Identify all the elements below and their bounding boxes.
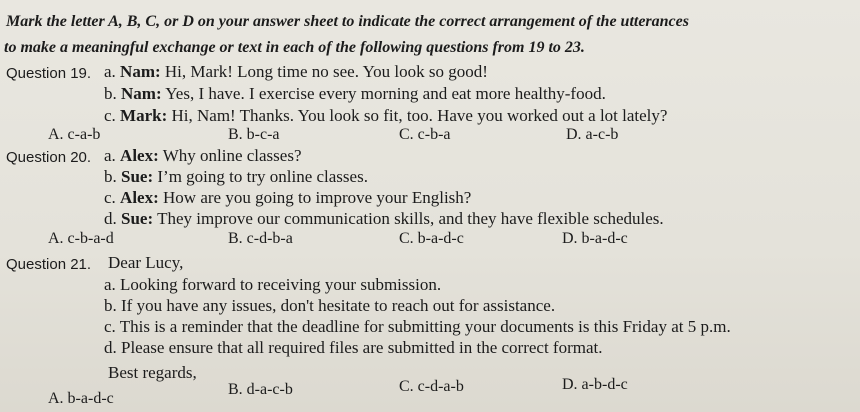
utterance-letter: b. — [104, 167, 117, 186]
utterance-text: Why online classes? — [158, 146, 302, 165]
q19-utterance-a — [104, 62, 488, 82]
question-19-label: Question 19. — [6, 65, 92, 82]
q19-option-d[interactable]: D. a-c-b — [566, 126, 619, 143]
q19-utterance-b — [104, 84, 606, 104]
q21-sentence-a: a. Looking forward to receiving your submission. — [104, 275, 442, 294]
question-20-label: Question 20. — [6, 149, 92, 166]
q21-closing: Best regards, — [108, 363, 197, 382]
utterance-text: Yes, I have. I exercise every morning and eat more healthy-food. — [161, 84, 606, 103]
q20-option-a[interactable]: A. c-b-a-d — [48, 230, 114, 247]
utterance-letter: c. — [104, 188, 116, 207]
utterance-text: They improve our communication skills, and they have flexible schedules. — [153, 209, 664, 228]
q21-option-b[interactable]: B. d-a-c-b — [228, 381, 293, 398]
utterance-letter: a. — [104, 62, 116, 81]
q21-sentence-d: d. Please ensure that all required files are submitted in the correct format. — [104, 338, 603, 357]
speaker: Alex: — [120, 146, 159, 165]
utterance-letter: c. — [104, 106, 116, 125]
instruction-line-1: Mark the letter A, B, C, or D on your answer sheet to indicate the correct arrangement of the utterances — [6, 13, 689, 30]
q20-utterance-d — [104, 209, 664, 229]
q19-option-a[interactable]: A. c-a-b — [48, 126, 101, 143]
q21-option-a[interactable]: A. b-a-d-c — [48, 390, 114, 407]
speaker: Sue: — [121, 209, 154, 228]
utterance-letter: d. — [104, 209, 117, 228]
q19-option-b[interactable]: B. b-c-a — [228, 126, 280, 143]
q20-utterance-b — [104, 167, 368, 187]
q20-option-c[interactable]: C. b-a-d-c — [399, 230, 464, 247]
utterance-text: Hi, Nam! Thanks. You look so fit, too. Have you worked out a lot lately? — [167, 106, 668, 125]
speaker: Nam: — [121, 84, 162, 103]
speaker: Nam: — [120, 62, 161, 81]
q20-utterance-a — [104, 146, 302, 166]
utterance-text: How are you going to improve your English? — [158, 188, 472, 207]
instruction-line-2: to make a meaningful exchange or text in each of the following questions from 19 to 23. — [4, 39, 585, 56]
speaker: Mark: — [120, 106, 168, 125]
q21-option-d[interactable]: D. a-b-d-c — [562, 376, 628, 393]
q19-option-c[interactable]: C. c-b-a — [399, 126, 451, 143]
q20-option-d[interactable]: D. b-a-d-c — [562, 230, 628, 247]
speaker: Alex: — [120, 188, 159, 207]
speaker: Sue: — [121, 167, 154, 186]
question-21-label: Question 21. — [6, 256, 92, 273]
q20-option-b[interactable]: B. c-d-b-a — [228, 230, 293, 247]
q21-greeting: Dear Lucy, — [108, 253, 184, 272]
utterance-text: I’m going to try online classes. — [153, 167, 368, 186]
utterance-letter: b. — [104, 84, 117, 103]
utterance-letter: a. — [104, 146, 116, 165]
utterance-text: Hi, Mark! Long time no see. You look so good! — [160, 62, 488, 81]
q20-utterance-c — [104, 188, 471, 208]
q21-sentence-c: c. This is a reminder that the deadline for submitting your documents is this Friday at 5 p.m. — [104, 317, 731, 336]
q21-sentence-b: b. If you have any issues, don't hesitate to reach out for assistance. — [104, 296, 556, 315]
q19-utterance-c — [104, 106, 667, 126]
q21-option-c[interactable]: C. c-d-a-b — [399, 378, 464, 395]
